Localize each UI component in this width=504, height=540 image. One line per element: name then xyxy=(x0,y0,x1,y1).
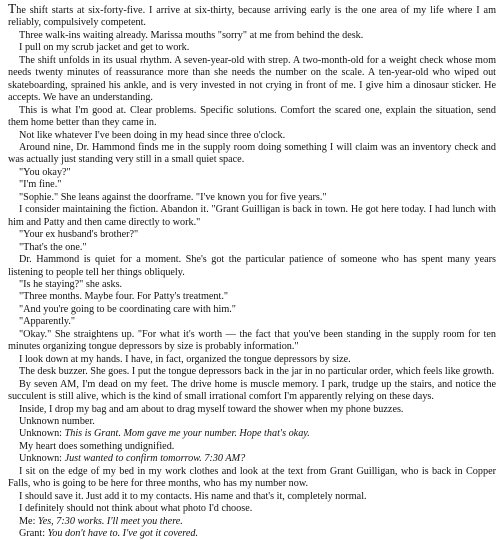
paragraph xyxy=(8,130,496,142)
text-run: I consider maintaining the fiction. Abandon it. "Grant Guilligan is back in town. He got here today. I had lunch with him and Patty and then came directly to work." xyxy=(8,204,496,228)
text-run: The desk buzzer. She goes. I put the tongue depressors back in the jar in no particular order, which feels like growth. xyxy=(19,366,495,378)
italic-text-run: You don't have to. I've got it covered. xyxy=(47,528,199,540)
text-run: Grant: xyxy=(19,528,48,540)
text-run: "Three months. Maybe four. For Patty's treatment." xyxy=(19,291,229,303)
paragraph xyxy=(8,30,496,42)
text-run: I look down at my hands. I have, in fact, organized the tongue depressors by size. xyxy=(19,353,351,365)
text-run: Unknown number. xyxy=(19,415,95,427)
paragraph xyxy=(8,404,496,416)
paragraph xyxy=(8,55,496,105)
paragraph xyxy=(8,42,496,54)
text-run: I pull on my scrub jacket and get to work. xyxy=(19,42,190,54)
text-run: he shift starts at six-forty-five. I arrive at six-thirty, because arriving early is the one area of my life where I am reliably, compulsively competent. xyxy=(8,5,496,29)
italic-text-run: This is Grant. Mom gave me your number. Hope that's okay. xyxy=(64,428,310,440)
paragraph xyxy=(8,229,496,241)
paragraph xyxy=(8,466,496,491)
text-run: "That's the one." xyxy=(19,241,87,253)
text-run: I definitely should not think about what photo I'd choose. xyxy=(19,503,253,515)
text-run: "Your ex husband's brother?" xyxy=(19,229,139,241)
paragraph xyxy=(8,329,496,354)
text-run: Dr. Hammond is quiet for a moment. She's got the particular patience of someone who has spent many years listening to people tell her things obliquely. xyxy=(8,254,496,278)
text-run: "You okay?" xyxy=(19,166,71,178)
paragraph xyxy=(8,167,496,179)
paragraph xyxy=(8,204,496,229)
text-run: "Is he staying?" she asks. xyxy=(19,278,123,290)
paragraph xyxy=(8,1,496,30)
text-run: My heart does something undignified. xyxy=(19,440,175,452)
paragraph xyxy=(8,491,496,503)
text-run: "Apparently." xyxy=(19,316,76,328)
text-run: Three walk-ins waiting already. Marissa mouths "sorry" at me from behind the desk. xyxy=(19,29,364,41)
text-run: Inside, I drop my bag and am about to drag myself toward the shower when my phone buzzes. xyxy=(19,403,404,415)
paragraph xyxy=(8,192,496,204)
text-run: The shift unfolds in its usual rhythm. A seven-year-old with strep. A two-month-old for a weight check whose mom needs twenty minutes of reassurance more than she needs the number on the scale. A ten-year-old who wiped out skateboarding, sprained his ankle, and is very invested in not crying in front of me. I give him a dinosaur sticker. He accepts. We have an understanding. xyxy=(8,54,496,104)
text-run: "Okay." She straightens up. "For what it's worth — the fact that you've been standing in the supply room for ten minutes organizing tongue depressors by size is probably information." xyxy=(8,328,496,353)
paragraph xyxy=(8,528,496,540)
text-run: I should save it. Just add it to my contacts. His name and that's it, completely normal. xyxy=(19,490,367,502)
text-run: Unknown: xyxy=(19,453,65,465)
text-run: "And you're going to be coordinating care with him." xyxy=(19,303,236,315)
paragraph xyxy=(8,142,496,167)
paragraph xyxy=(8,279,496,291)
paragraph xyxy=(8,379,496,404)
paragraph xyxy=(8,441,496,453)
paragraph xyxy=(8,428,496,440)
text-run: "I'm fine." xyxy=(19,179,62,191)
text-run: By seven AM, I'm dead on my feet. The drive home is muscle memory. I park, trudge up the stairs, and notice the succulent is still alive, which is the kind of small irrational comfort I'm apparently relying on these days. xyxy=(8,378,496,403)
paragraph xyxy=(8,354,496,366)
italic-text-run: Just wanted to confirm tomorrow. 7:30 AM? xyxy=(64,453,246,465)
text-run: Not like whatever I've been doing in my head since three o'clock. xyxy=(19,129,286,141)
text-run: This is what I'm good at. Clear problems. Specific solutions. Comfort the scared one, explain the situation, send them home better than they came in. xyxy=(8,104,496,129)
paragraph xyxy=(8,453,496,465)
paragraph xyxy=(8,179,496,191)
drop-cap: T xyxy=(8,1,17,16)
paragraph xyxy=(8,304,496,316)
text-run: I sit on the edge of my bed in my work clothes and look at the text from Grant Guilligan, who is back in Copper Falls, who is going to be here for three months, who has my number now. xyxy=(8,465,496,490)
paragraph xyxy=(8,366,496,378)
text-run: Me: xyxy=(19,515,38,527)
paragraph xyxy=(8,242,496,254)
text-run: Around nine, Dr. Hammond finds me in the supply room doing something I will claim was an inventory check and was actually just standing very still in a small quiet space. xyxy=(8,141,496,166)
text-run: Unknown: xyxy=(19,428,65,440)
paragraph xyxy=(8,254,496,279)
text-run: "Sophie." She leans against the doorframe. "I've known you for five years." xyxy=(19,191,327,203)
italic-text-run: Yes, 7:30 works. I'll meet you there. xyxy=(37,515,183,527)
paragraph xyxy=(8,503,496,515)
paragraph xyxy=(8,316,496,328)
paragraph xyxy=(8,105,496,130)
paragraph xyxy=(8,291,496,303)
paragraph xyxy=(8,516,496,528)
paragraph xyxy=(8,416,496,428)
